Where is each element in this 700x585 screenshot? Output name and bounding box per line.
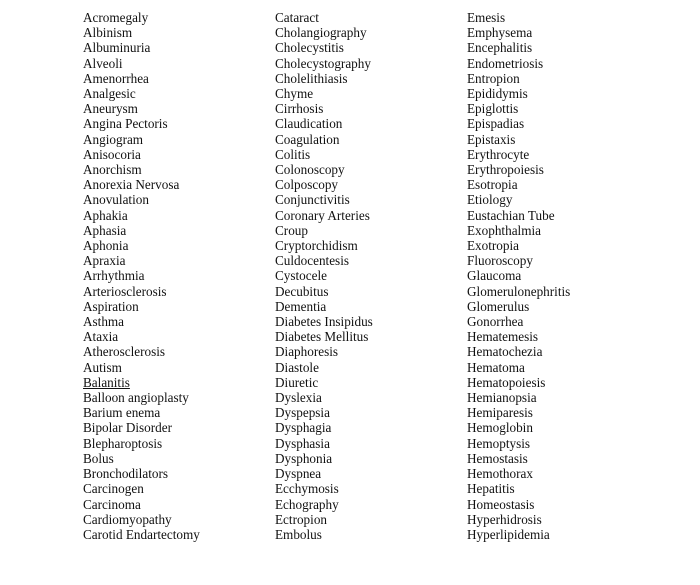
term-item: Dyspepsia <box>275 405 330 421</box>
term-item: Exotropia <box>467 238 520 254</box>
term-item: Culdocentesis <box>275 253 349 269</box>
term-item: Colposcopy <box>275 177 339 193</box>
term-item: Epiglottis <box>467 101 519 117</box>
term-item: Bipolar Disorder <box>83 420 172 436</box>
term-item: Autism <box>83 359 122 375</box>
term-item: Hemoglobin <box>467 420 533 436</box>
term-item: Albuminuria <box>83 40 151 56</box>
term-item: Balloon angioplasty <box>83 390 189 406</box>
term-item: Asthma <box>83 314 125 330</box>
term-item: Hemianopsia <box>467 390 537 406</box>
term-item: Barium enema <box>83 405 161 421</box>
term-item: Hematochezia <box>467 344 543 360</box>
term-item: Dysphasia <box>275 435 330 451</box>
term-item: Bolus <box>83 450 114 466</box>
term-item: Cataract <box>275 10 319 25</box>
term-item: Aneurysm <box>83 101 138 117</box>
term-item: Angiogram <box>83 131 144 147</box>
term-item: Hepatitis <box>467 481 515 497</box>
term-column-1 <box>83 10 200 542</box>
term-item: Acromegaly <box>83 10 149 25</box>
term-item: Apraxia <box>83 253 126 269</box>
term-item: Anisocoria <box>83 146 141 162</box>
term-item: Diuretic <box>275 374 319 390</box>
term-item: Glomerulus <box>467 298 530 314</box>
term-item: Colitis <box>275 146 311 162</box>
term-item: Balanitis <box>83 374 130 390</box>
term-item: Cryptorchidism <box>275 238 358 254</box>
term-item: Aphasia <box>83 222 127 238</box>
term-item: Endometriosis <box>467 55 544 71</box>
term-item: Entropion <box>467 70 520 86</box>
term-item: Diaphoresis <box>275 344 338 360</box>
term-item: Dyslexia <box>275 390 322 406</box>
term-item: Ectropion <box>275 511 328 527</box>
term-item: Aphonia <box>83 238 129 254</box>
term-item: Exophthalmia <box>467 222 541 238</box>
term-item: Cholangiography <box>275 25 367 41</box>
term-item: Erythropoiesis <box>467 162 544 178</box>
term-item: Hemostasis <box>467 450 528 466</box>
term-column-3 <box>467 10 570 542</box>
term-item: Emesis <box>467 10 506 25</box>
term-item: Embolus <box>275 526 322 542</box>
term-item: Erythrocyte <box>467 146 530 162</box>
term-item: Diastole <box>275 359 319 375</box>
term-item: Homeostasis <box>467 496 535 512</box>
term-item: Hyperhidrosis <box>467 511 542 527</box>
term-item: Glaucoma <box>467 268 522 284</box>
term-item: Cholecystitis <box>275 40 344 56</box>
term-item: Angina Pectoris <box>83 116 168 132</box>
term-item: Diabetes Mellitus <box>275 329 369 345</box>
term-item: Aphakia <box>83 207 128 223</box>
term-item: Decubitus <box>275 283 329 299</box>
term-item: Gonorrhea <box>467 314 524 330</box>
term-item: Coagulation <box>275 131 340 147</box>
term-item: Hematoma <box>467 359 525 375</box>
term-item: Colonoscopy <box>275 162 345 178</box>
term-item: Analgesic <box>83 86 136 102</box>
term-item: Cirrhosis <box>275 101 324 117</box>
term-item: Diabetes Insipidus <box>275 314 373 330</box>
term-item: Emphysema <box>467 25 533 41</box>
term-item: Anovulation <box>83 192 149 208</box>
term-item: Cardiomyopathy <box>83 511 172 527</box>
term-item: Claudication <box>275 116 343 132</box>
term-item: Croup <box>275 222 308 238</box>
term-item: Carcinogen <box>83 481 144 497</box>
term-item: Eustachian Tube <box>467 207 555 223</box>
term-item: Epididymis <box>467 86 528 102</box>
term-item: Blepharoptosis <box>83 435 163 451</box>
term-item: Epispadias <box>467 116 525 132</box>
term-item: Anorexia Nervosa <box>83 177 180 193</box>
term-column-2 <box>275 10 373 542</box>
term-item: Carotid Endartectomy <box>83 526 200 542</box>
term-item: Ataxia <box>83 329 119 345</box>
term-item: Hyperlipidemia <box>467 526 550 542</box>
term-item: Arrhythmia <box>83 268 145 284</box>
term-item: Cystocele <box>275 268 328 284</box>
term-item: Albinism <box>83 25 133 41</box>
term-item: Hemiparesis <box>467 405 533 421</box>
term-item: Glomerulonephritis <box>467 283 571 299</box>
term-item: Encephalitis <box>467 40 533 56</box>
term-item: Anorchism <box>83 162 142 178</box>
term-item: Coronary Arteries <box>275 207 370 223</box>
term-item: Hematopoiesis <box>467 374 546 390</box>
term-item: Aspiration <box>83 298 139 314</box>
term-item: Conjunctivitis <box>275 192 350 208</box>
term-item: Cholelithiasis <box>275 70 348 86</box>
term-item: Carcinoma <box>83 496 141 512</box>
term-item: Hemoptysis <box>467 435 531 451</box>
term-item: Bronchodilators <box>83 466 168 482</box>
term-item: Cholecystography <box>275 55 371 71</box>
term-item: Amenorrhea <box>83 70 149 86</box>
term-item: Chyme <box>275 86 314 102</box>
term-item: Hematemesis <box>467 329 539 345</box>
term-item: Esotropia <box>467 177 518 193</box>
term-item: Epistaxis <box>467 131 516 147</box>
term-item: Dementia <box>275 298 327 314</box>
term-item: Arteriosclerosis <box>83 283 167 299</box>
term-item: Hemothorax <box>467 466 533 482</box>
term-item: Fluoroscopy <box>467 253 533 269</box>
term-item: Etiology <box>467 192 513 208</box>
term-item: Dyspnea <box>275 466 322 482</box>
term-item: Echography <box>275 496 339 512</box>
term-item: Dysphagia <box>275 420 332 436</box>
term-item: Dysphonia <box>275 450 333 466</box>
term-item: Ecchymosis <box>275 481 339 497</box>
term-item: Alveoli <box>83 55 123 71</box>
term-item: Atherosclerosis <box>83 344 166 360</box>
